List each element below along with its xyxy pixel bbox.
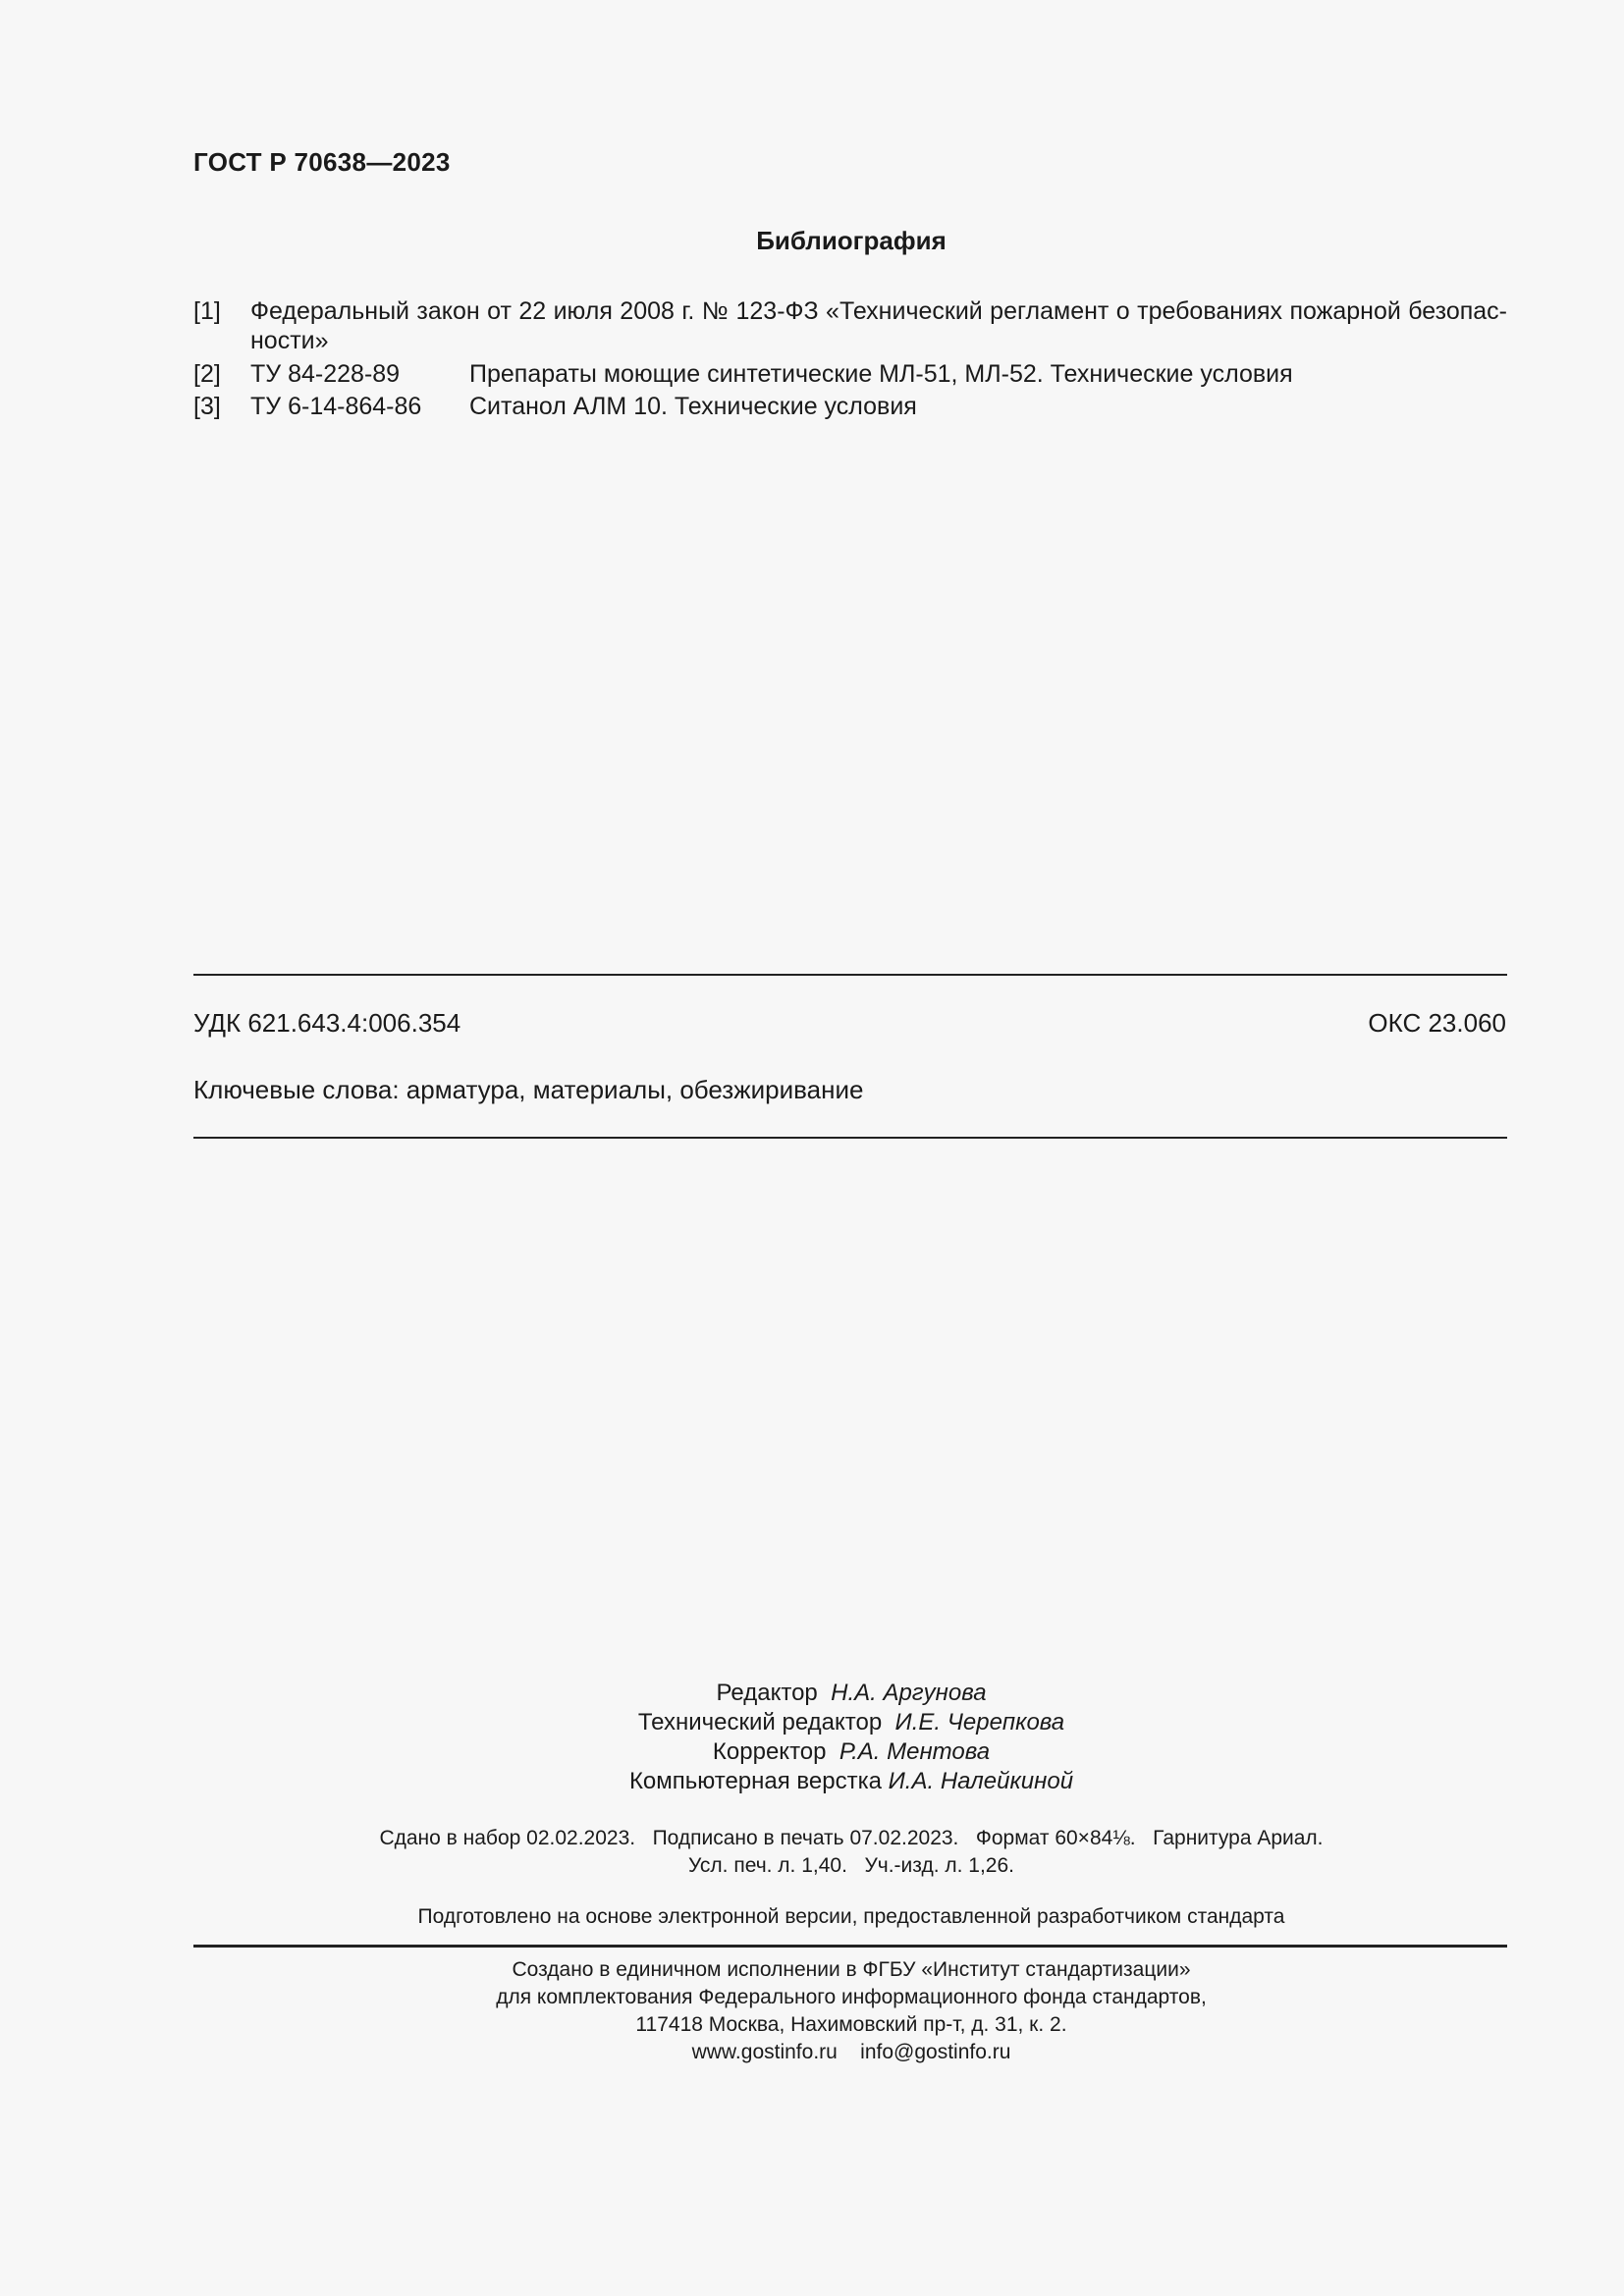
ref-number: [2] [193,360,221,388]
tech-editor-line: Технический редактор И.Е. Черепкова [637,1709,1065,1735]
ref-number: [3] [193,393,221,420]
corrector-line: Корректор Р.А. Ментова [712,1738,991,1765]
bibliography-title: Библиография [756,226,947,255]
ref-text: Федеральный закон от 22 июля 2008 г. № 123-ФЗ «Технический регламент о требованиях пожарной безопас-ности» [250,297,1507,354]
prepared-note: Подготовлено на основе электронной версии, предоставленной разработчиком стандарта [417,1905,1285,1928]
ref-number: [1] [193,297,221,325]
divider [193,1945,1507,1948]
document-code: ГОСТ Р 70638—2023 [193,147,451,177]
ref-code: ТУ 84-228-89 [250,360,401,388]
website-email: www.gostinfo.ru info@gostinfo.ru [691,2041,1011,2063]
divider [193,1137,1507,1139]
editor-line: Редактор Н.А. Аргунова [716,1680,987,1706]
address: 117418 Москва, Нахимовский пр-т, д. 31, к. 2. [635,2013,1067,2036]
keywords: Ключевые слова: арматура, материалы, обезжиривание [193,1075,864,1104]
ref-code: ТУ 6-14-864-86 [250,393,422,420]
ref-text: Ситанол АЛМ 10. Технические условия [469,393,917,420]
udk-code: УДК 621.643.4:006.354 [193,1008,461,1038]
oks-code: ОКС 23.060 [1368,1008,1506,1038]
layout-line: Компьютерная верстка И.А. Налейкиной [628,1768,1074,1794]
print-sheets: Усл. печ. л. 1,40. Уч.-изд. л. 1,26. [687,1854,1014,1877]
divider [193,974,1507,976]
credits-block [0,1679,1624,1796]
created-line: Создано в единичном исполнении в ФГБУ «Институт стандартизации» [512,1958,1191,1981]
print-info: Сдано в набор 02.02.2023. Подписано в печать 07.02.2023. Формат 60×84⅛. Гарнитура Ариал. [379,1827,1324,1849]
ref-text: Препараты моющие синтетические МЛ-51, МЛ-52. Технические условия [469,360,1293,388]
created-line: для комплектования Федерального информационного фонда стандартов, [496,1986,1207,2008]
